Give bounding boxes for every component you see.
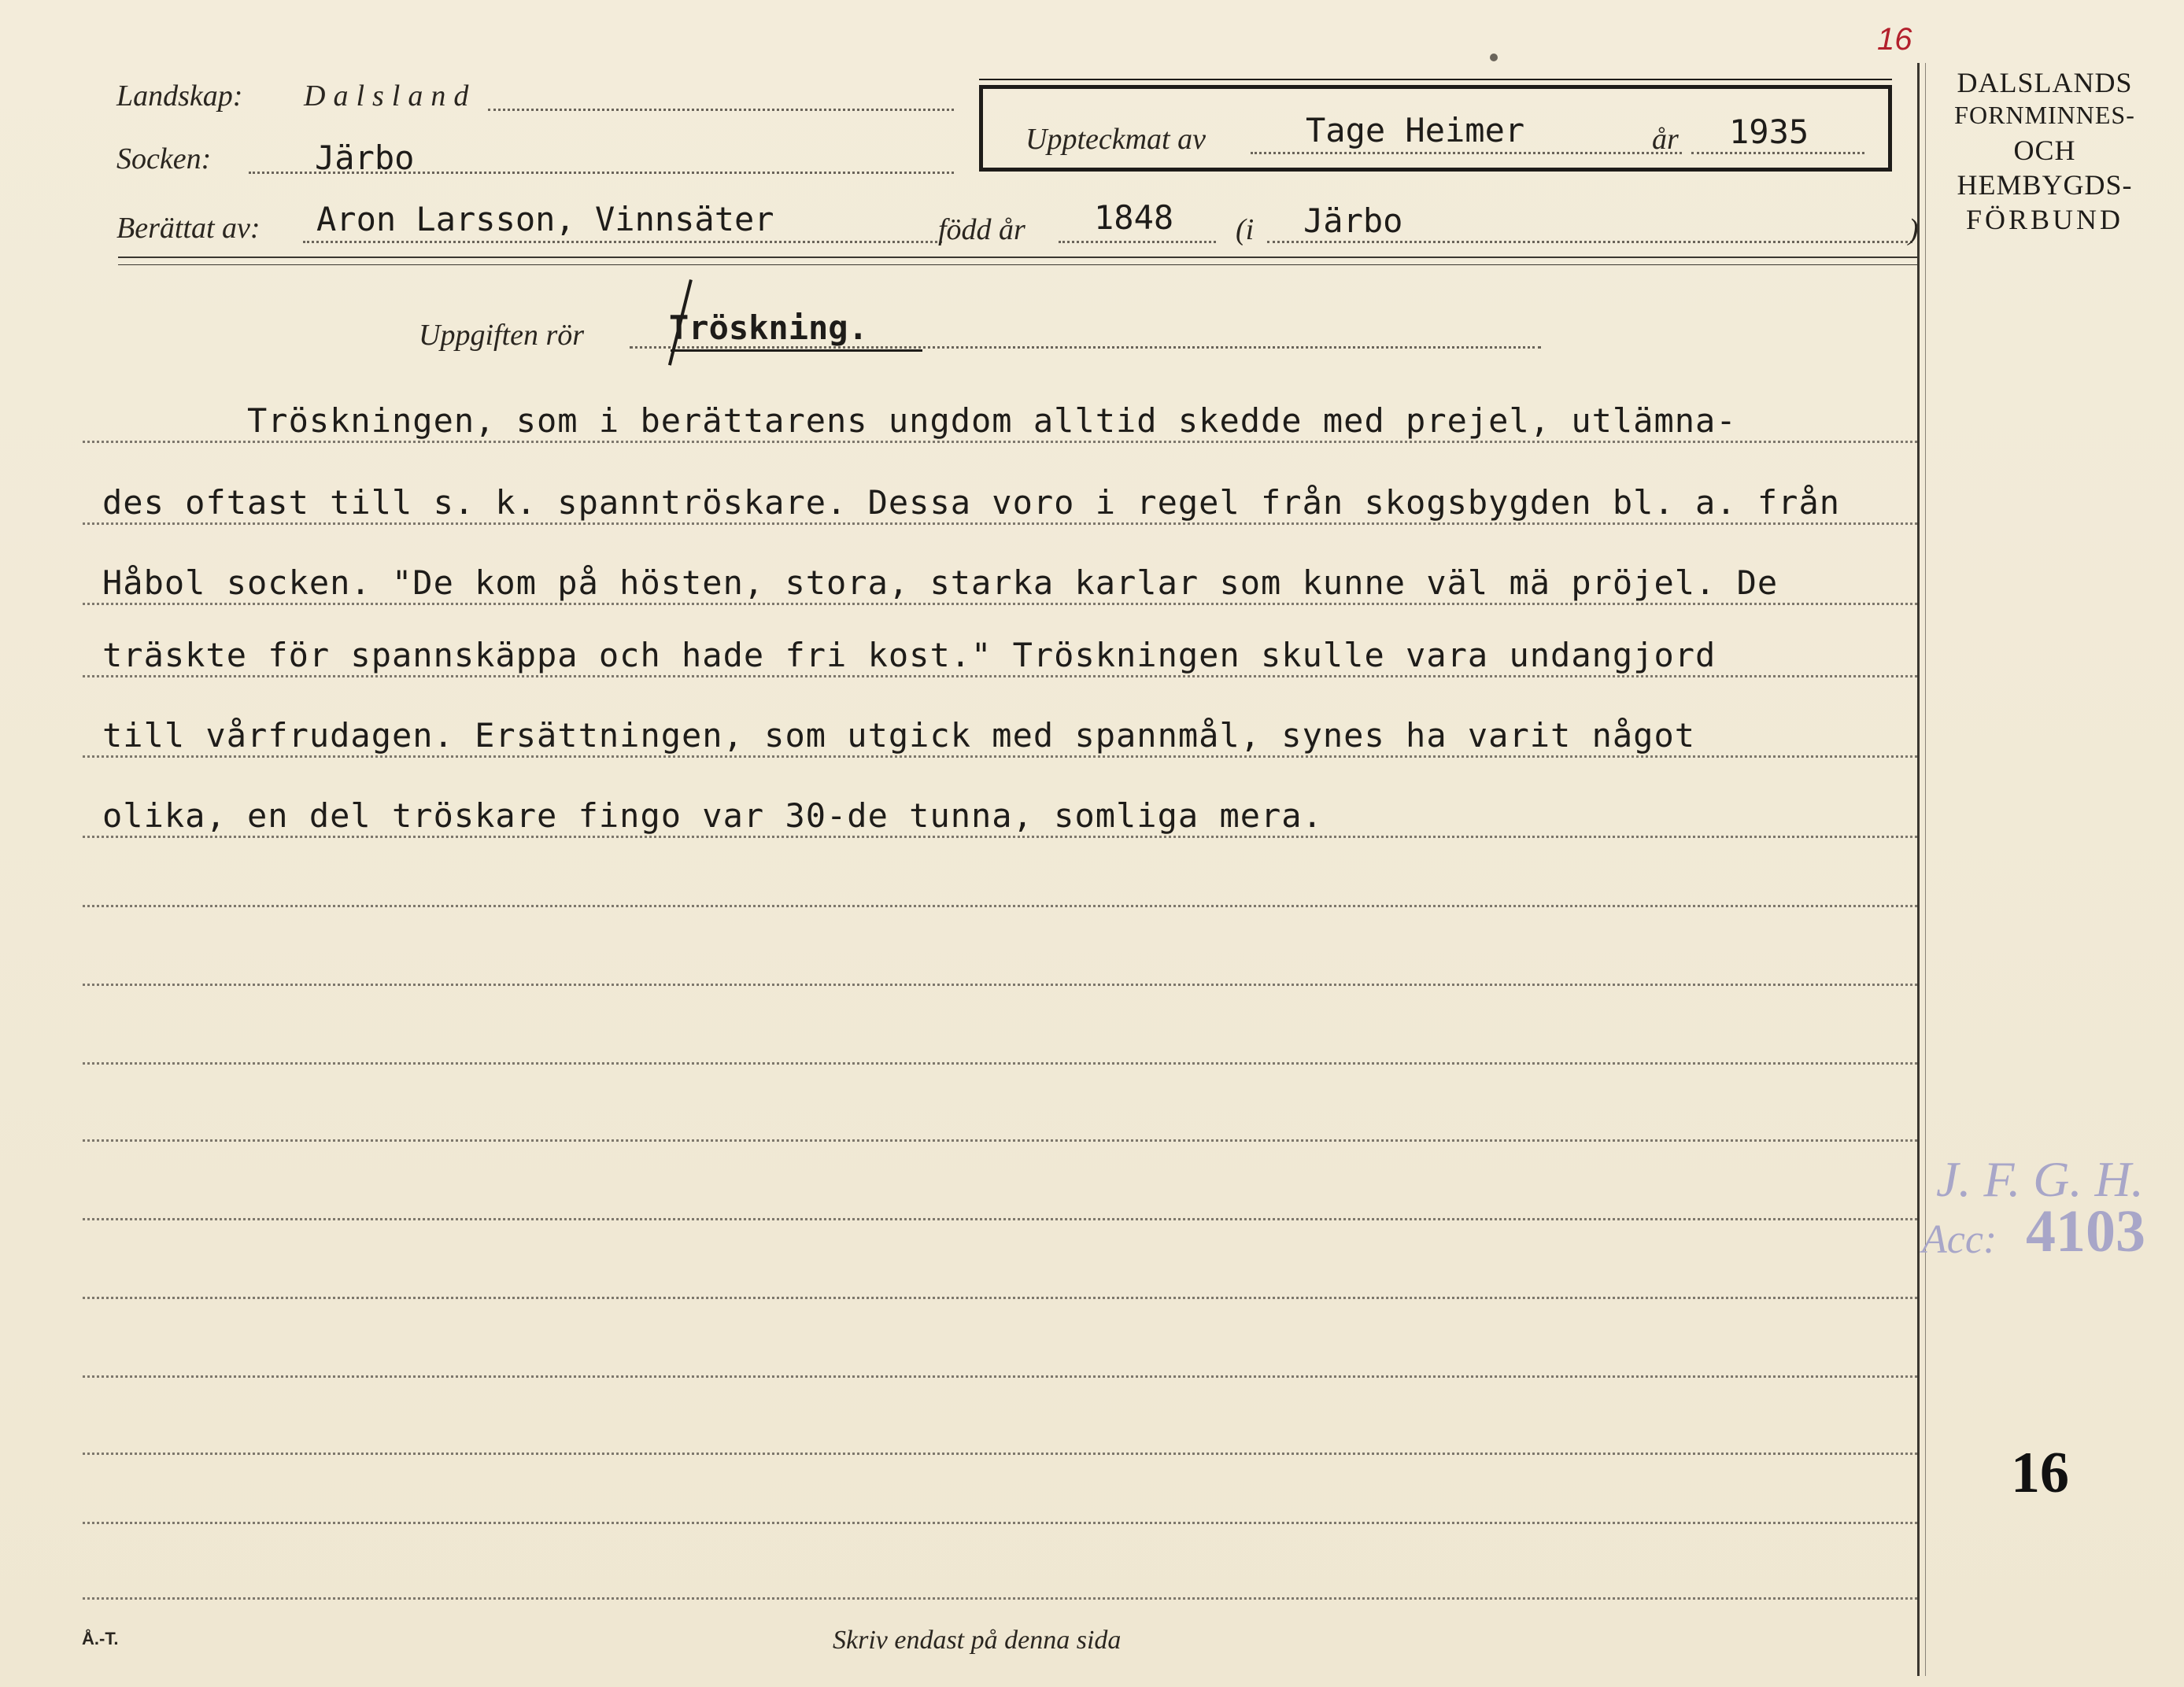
ar-value: 1935 <box>1729 113 1809 151</box>
footer-code: Å.-T. <box>82 1629 119 1648</box>
socken-value: Järbo <box>315 138 415 177</box>
ruled-line <box>83 984 1917 986</box>
berattat-dots <box>303 241 942 243</box>
org-line-4: HEMBYGDS- <box>1957 169 2133 201</box>
subject-underline <box>671 349 922 352</box>
vertical-divider <box>1917 63 1920 1676</box>
org-line-2: FORNMINNES- <box>1954 101 2135 129</box>
i-value: Järbo <box>1303 201 1403 240</box>
ruled-line <box>83 603 1917 605</box>
ruled-line <box>83 1453 1917 1455</box>
ruled-line <box>83 441 1917 443</box>
uppteck-dots <box>1251 152 1682 154</box>
body-line-1: Tröskningen, som i berättarens ungdom alltid skedde med prejel, utlämna- <box>102 401 1737 440</box>
body-line-4: träskte för spannskäppa och hade fri kost." Tröskningen skulle vara undangjord <box>102 636 1717 674</box>
footer-instruction: Skriv endast på denna sida <box>833 1626 1122 1655</box>
ruled-line <box>83 836 1917 838</box>
ar-label: år <box>1652 123 1679 156</box>
ink-dot <box>1490 54 1498 61</box>
handwritten-page-number: 16 <box>1877 22 1912 57</box>
ruled-line <box>83 755 1917 758</box>
landskap-value: Dalsland <box>304 79 477 113</box>
subject-value: Tröskning. <box>669 308 868 347</box>
i-label: (i <box>1236 213 1255 246</box>
uppteck-label: Uppteckmat av <box>1025 123 1206 156</box>
ruled-line <box>83 522 1917 525</box>
fodd-value: 1848 <box>1094 198 1174 237</box>
subject-label: Uppgiften rör <box>419 319 585 352</box>
card-number: 16 <box>2011 1441 2069 1505</box>
landskap-label: Landskap: <box>116 79 243 113</box>
close-paren: ) <box>1909 213 1919 246</box>
socken-dots <box>249 172 954 174</box>
org-line-3: OCH <box>2013 135 2076 166</box>
socken-label: Socken: <box>116 142 212 175</box>
fodd-label: född år <box>938 213 1025 246</box>
frame-top-rule <box>979 79 1892 80</box>
ruled-line <box>83 1062 1917 1065</box>
org-line-1: DALSLANDS <box>1957 67 2133 98</box>
uppteck-value: Tage Heimer <box>1306 111 1525 150</box>
org-line-5: FÖRBUND <box>1965 204 2124 235</box>
vertical-divider-thin <box>1925 63 1926 1676</box>
berattat-label: Berättat av: <box>116 212 261 245</box>
body-line-5: till vårfrudagen. Ersättningen, som utgick med spannmål, synes ha varit något <box>102 716 1696 755</box>
fodd-dots <box>1059 241 1216 243</box>
ruled-line <box>83 905 1917 907</box>
berattat-value: Aron Larsson, Vinnsäter <box>316 200 774 238</box>
ruled-line <box>83 1522 1917 1524</box>
archive-stamp-acc-label: Acc: <box>1922 1217 1997 1262</box>
header-rule-2 <box>118 264 1917 265</box>
ruled-line <box>83 1218 1917 1220</box>
ruled-line <box>83 675 1917 677</box>
subject-dots <box>630 346 1541 349</box>
ruled-line <box>83 1597 1917 1600</box>
ruled-line <box>83 1375 1917 1378</box>
body-line-6: olika, en del tröskare fingo var 30-de tunna, somliga mera. <box>102 796 1323 835</box>
header-rule-1 <box>118 257 1917 258</box>
archive-stamp-acc-number: 4103 <box>2026 1198 2145 1264</box>
ar-dots <box>1691 152 1864 154</box>
body-line-3: Håbol socken. "De kom på hösten, stora, starka karlar som kunne väl mä pröjel. De <box>102 563 1779 602</box>
landskap-dots <box>488 109 954 111</box>
ruled-line <box>83 1139 1917 1142</box>
ruled-line <box>83 1297 1917 1299</box>
archive-stamp-initials: J. F. G. H. <box>1936 1151 2144 1207</box>
i-dots <box>1267 241 1912 243</box>
body-line-2: des oftast till s. k. spanntröskare. Dessa voro i regel från skogsbygden bl. a. från <box>102 483 1841 522</box>
recorder-box <box>979 85 1892 172</box>
